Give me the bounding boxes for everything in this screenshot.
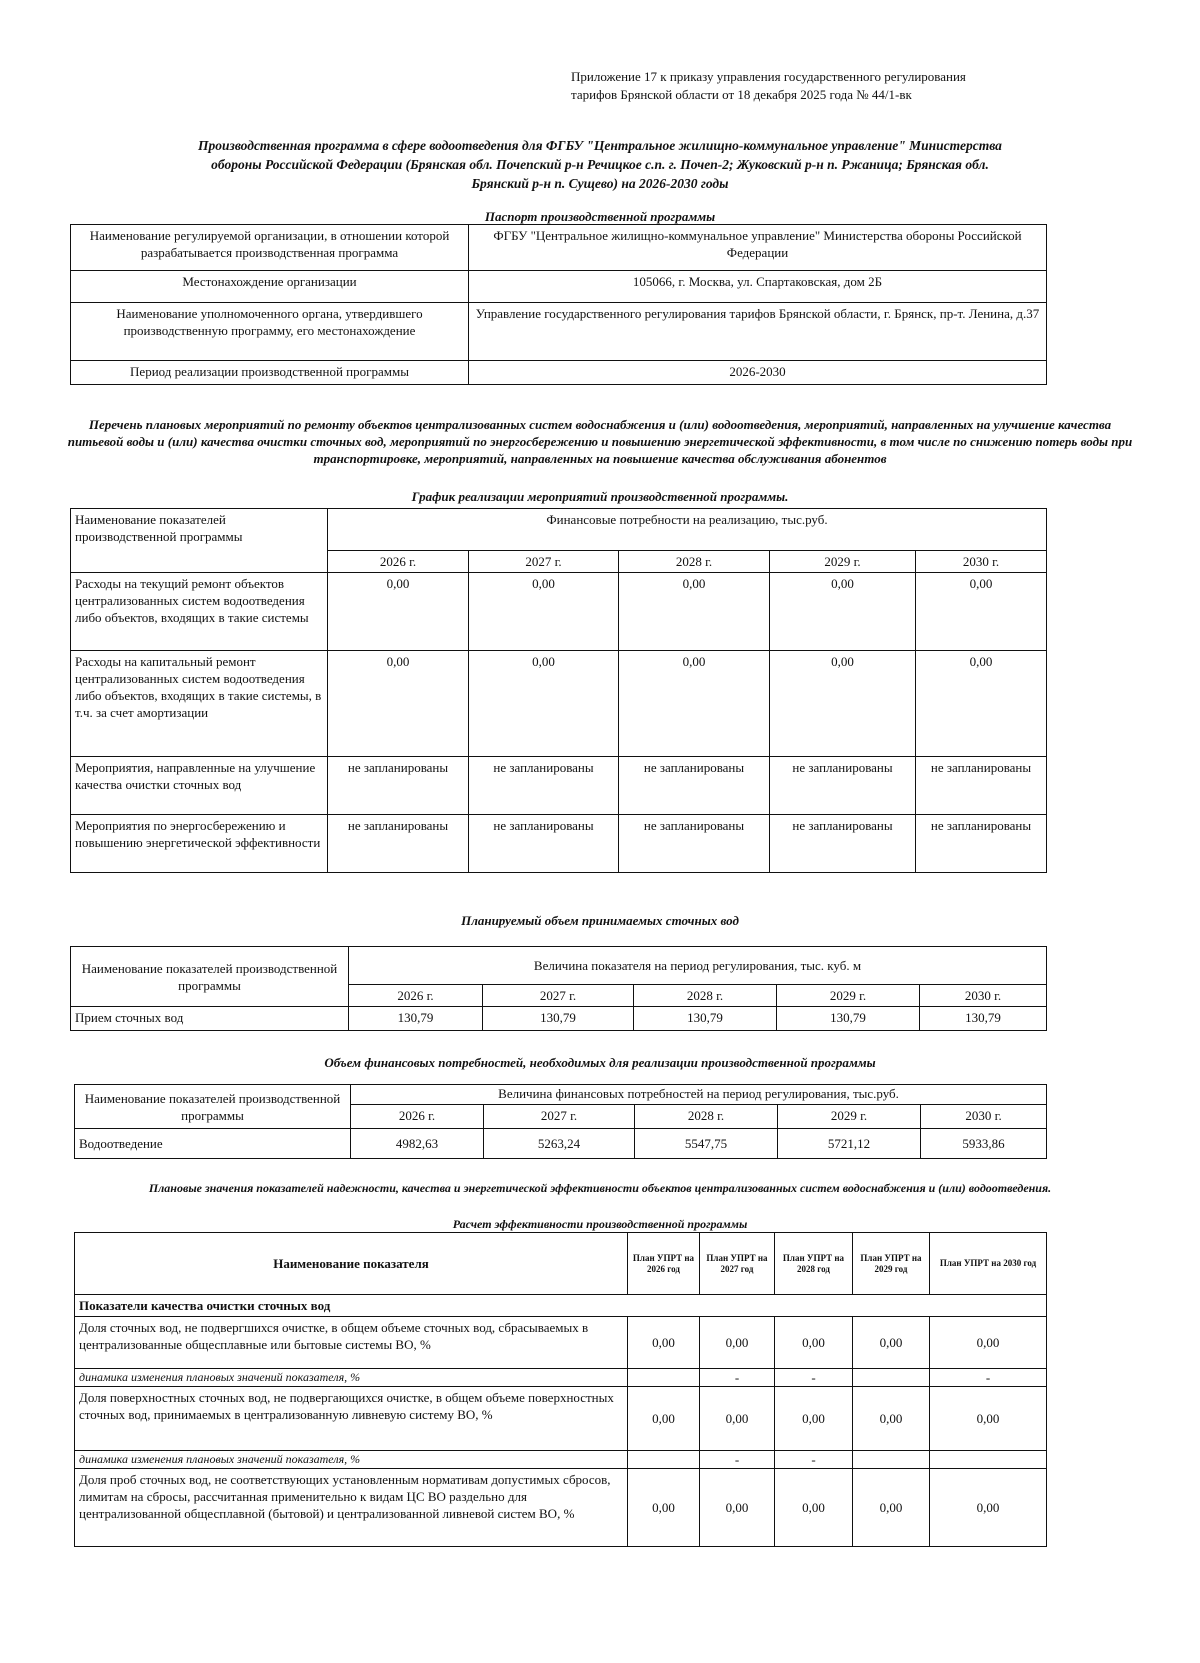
measures-cell: 0,00 xyxy=(916,651,1047,757)
volume-title: Планируемый объем принимаемых сточных вод xyxy=(461,913,739,928)
indicator-cell: 0,00 xyxy=(700,1387,775,1451)
indicator-cell: 0,00 xyxy=(930,1317,1047,1369)
measures-header-label: Наименование показателей производственной программы xyxy=(71,509,328,573)
indicator-dynamic-cell: - xyxy=(700,1369,775,1387)
measures-cell: не запланированы xyxy=(916,815,1047,873)
year-header: План УПРТ на 2028 год xyxy=(775,1233,853,1295)
volume-cell: 130,79 xyxy=(777,1007,920,1031)
measures-cell: 0,00 xyxy=(916,573,1047,651)
measures-cell: не запланированы xyxy=(770,757,916,815)
year-header: 2030 г. xyxy=(916,551,1047,573)
measures-cell: не запланированы xyxy=(916,757,1047,815)
volume-cell: 130,79 xyxy=(349,1007,483,1031)
finance-header-label: Наименование показателей производственной программы xyxy=(75,1085,351,1129)
finance-title: Объем финансовых потребностей, необходимых для реализации производственной программы xyxy=(324,1055,876,1070)
year-header: 2027 г. xyxy=(483,985,634,1007)
measures-header-row xyxy=(71,509,1047,551)
year-header: 2027 г. xyxy=(484,1105,635,1129)
volume-row xyxy=(71,1007,1047,1031)
measures-cell: не запланированы xyxy=(469,815,619,873)
indicators-header-label: Наименование показателя xyxy=(75,1233,628,1295)
finance-cell: 5721,12 xyxy=(778,1129,921,1159)
indicator-row xyxy=(75,1387,1047,1451)
volume-header-row xyxy=(71,947,1047,985)
indicator-dynamic-cell: - xyxy=(930,1369,1047,1387)
year-header: План УПРТ на 2029 год xyxy=(853,1233,930,1295)
measures-table xyxy=(70,508,1047,873)
passport-value: 105066, г. Москва, ул. Спартаковская, дом 2Б xyxy=(469,271,1047,303)
measures-row-label: Мероприятия, направленные на улучшение качества очистки сточных вод xyxy=(71,757,328,815)
passport-table xyxy=(70,224,1047,385)
indicator-cell: 0,00 xyxy=(700,1317,775,1369)
year-header: План УПРТ на 2027 год xyxy=(700,1233,775,1295)
indicator-label: Доля сточных вод, не подвергшихся очистке, в общем объеме сточных вод, сбрасываемых в централизованные общесплавные или бытовые системы ВО, % xyxy=(75,1317,628,1369)
volume-header-group: Величина показателя на период регулирования, тыс. куб. м xyxy=(349,947,1047,985)
passport-row xyxy=(71,361,1047,385)
measures-intro: Перечень плановых мероприятий по ремонту объектов централизованных систем водоснабжения и (или) водоотведения, мероприятий, направленных на улучшение качества питьевой воды и (или) качества очистки сточных вод, мероприятий по энергосбережению и повышению энергетической эффективности, в том числе по снижению потерь воды при транспортировке, мероприятий, направленных на повышение качества обслуживания абонентов xyxy=(67,417,1133,466)
annex-line-2: тарифов Брянской области от 18 декабря 2025 года № 44/1-вк xyxy=(571,87,912,102)
finance-cell: 5263,24 xyxy=(484,1129,635,1159)
measures-cell: не запланированы xyxy=(469,757,619,815)
year-header: 2030 г. xyxy=(920,985,1047,1007)
measures-row xyxy=(71,815,1047,873)
indicator-dynamic-cell: - xyxy=(700,1451,775,1469)
indicators-title: Расчет эффективности производственной программы xyxy=(452,1217,748,1231)
passport-value: 2026-2030 xyxy=(469,361,1047,385)
passport-row xyxy=(71,225,1047,271)
indicator-cell: 0,00 xyxy=(853,1317,930,1369)
indicator-dynamic-cell xyxy=(853,1451,930,1469)
measures-cell: не запланированы xyxy=(328,815,469,873)
passport-label: Наименование регулируемой организации, в отношении которой разрабатывается производственная программа xyxy=(71,225,469,271)
year-header: 2026 г. xyxy=(328,551,469,573)
indicator-cell: 0,00 xyxy=(775,1387,853,1451)
indicator-label: Доля проб сточных вод, не соответствующих установленным нормативам допустимых сбросов, лимитам на сбросы, рассчитанная применительно к видам ЦС ВО раздельно для централизованной общесплавной (бытовой) и централизованной ливневой систем ВО, % xyxy=(75,1469,628,1547)
indicator-dynamic-cell: - xyxy=(775,1369,853,1387)
title-line-2: обороны Российской Федерации (Брянская обл. Почепский р-н Речицкое с.п. г. Почеп-2; Жуковский р-н п. Ржаница; Брянская обл. xyxy=(211,157,989,172)
measures-row xyxy=(71,573,1047,651)
finance-row-label: Водоотведение xyxy=(75,1129,351,1159)
measures-header-group: Финансовые потребности на реализацию, тыс.руб. xyxy=(328,509,1047,551)
measures-cell: не запланированы xyxy=(328,757,469,815)
indicator-dynamic-label: динамика изменения плановых значений показателя, % xyxy=(75,1369,628,1387)
indicator-row xyxy=(75,1469,1047,1547)
annex-header xyxy=(571,68,1091,104)
measures-cell: 0,00 xyxy=(770,651,916,757)
passport-label: Местонахождение организации xyxy=(71,271,469,303)
indicator-cell: 0,00 xyxy=(628,1387,700,1451)
indicator-dynamic-cell xyxy=(853,1369,930,1387)
indicator-dynamic-cell xyxy=(628,1369,700,1387)
indicator-dynamic-row xyxy=(75,1451,1047,1469)
indicators-section-row xyxy=(75,1295,1047,1317)
year-header: План УПРТ на 2030 год xyxy=(930,1233,1047,1295)
indicator-cell: 0,00 xyxy=(628,1469,700,1547)
measures-row xyxy=(71,757,1047,815)
document-title xyxy=(80,136,1120,193)
indicator-cell: 0,00 xyxy=(853,1387,930,1451)
finance-row xyxy=(75,1129,1047,1159)
measures-cell: не запланированы xyxy=(619,757,770,815)
indicators-intro: Плановые значения показателей надежности, качества и энергетической эффективности объектов централизованных систем водоснабжения и (или) водоотведения. xyxy=(148,1181,1052,1195)
year-header: 2027 г. xyxy=(469,551,619,573)
volume-cell: 130,79 xyxy=(920,1007,1047,1031)
passport-row xyxy=(71,271,1047,303)
indicator-cell: 0,00 xyxy=(853,1469,930,1547)
measures-row-label: Расходы на капитальный ремонт централизованных систем водоотведения либо объектов, входящих в такие системы, в т.ч. за счет амортизации xyxy=(71,651,328,757)
year-header: 2029 г. xyxy=(777,985,920,1007)
title-line-3: Брянский р-н п. Сущево) на 2026-2030 годы xyxy=(471,176,729,191)
indicator-cell: 0,00 xyxy=(930,1469,1047,1547)
volume-header-label: Наименование показателей производственной программы xyxy=(71,947,349,1007)
measures-cell: 0,00 xyxy=(619,573,770,651)
year-header: План УПРТ на 2026 год xyxy=(628,1233,700,1295)
measures-cell: не запланированы xyxy=(770,815,916,873)
indicator-cell: 0,00 xyxy=(775,1469,853,1547)
measures-row-label: Мероприятия по энергосбережению и повышению энергетической эффективности xyxy=(71,815,328,873)
measures-cell: 0,00 xyxy=(469,573,619,651)
measures-cell: 0,00 xyxy=(328,651,469,757)
passport-value: ФГБУ "Центральное жилищно-коммунальное управление" Министерства обороны Российской Федерации xyxy=(469,225,1047,271)
finance-header-group: Величина финансовых потребностей на период регулирования, тыс.руб. xyxy=(351,1085,1047,1105)
passport-row xyxy=(71,303,1047,361)
year-header: 2026 г. xyxy=(349,985,483,1007)
indicator-label: Доля поверхностных сточных вод, не подвергающихся очистке, в общем объеме поверхностных сточных вод, принимаемых в централизованную ливневую систему ВО, % xyxy=(75,1387,628,1451)
annex-line-1: Приложение 17 к приказу управления государственного регулирования xyxy=(571,69,966,84)
measures-title: График реализации мероприятий производственной программы. xyxy=(411,489,789,504)
indicator-dynamic-cell: - xyxy=(775,1451,853,1469)
indicator-cell: 0,00 xyxy=(628,1317,700,1369)
finance-cell: 5547,75 xyxy=(635,1129,778,1159)
indicator-dynamic-row xyxy=(75,1369,1047,1387)
measures-cell: не запланированы xyxy=(619,815,770,873)
finance-cell: 5933,86 xyxy=(921,1129,1047,1159)
measures-cell: 0,00 xyxy=(469,651,619,757)
indicators-table xyxy=(74,1232,1047,1547)
passport-label: Период реализации производственной программы xyxy=(71,361,469,385)
year-header: 2030 г. xyxy=(921,1105,1047,1129)
year-header: 2028 г. xyxy=(619,551,770,573)
indicator-cell: 0,00 xyxy=(700,1469,775,1547)
volume-row-label: Прием сточных вод xyxy=(71,1007,349,1031)
year-header: 2029 г. xyxy=(778,1105,921,1129)
indicator-dynamic-cell xyxy=(930,1451,1047,1469)
year-header: 2028 г. xyxy=(634,985,777,1007)
indicator-row xyxy=(75,1317,1047,1369)
year-header: 2026 г. xyxy=(351,1105,484,1129)
measures-cell: 0,00 xyxy=(328,573,469,651)
indicators-section-label: Показатели качества очистки сточных вод xyxy=(75,1295,1047,1317)
finance-cell: 4982,63 xyxy=(351,1129,484,1159)
measures-cell: 0,00 xyxy=(619,651,770,757)
indicator-dynamic-cell xyxy=(628,1451,700,1469)
finance-header-row xyxy=(75,1085,1047,1105)
indicator-dynamic-label: динамика изменения плановых значений показателя, % xyxy=(75,1451,628,1469)
volume-cell: 130,79 xyxy=(634,1007,777,1031)
volume-cell: 130,79 xyxy=(483,1007,634,1031)
title-line-1: Производственная программа в сфере водоотведения для ФГБУ "Центральное жилищно-коммунальное управление" Министерства xyxy=(198,138,1002,153)
measures-row xyxy=(71,651,1047,757)
passport-label: Наименование уполномоченного органа, утвердившего производственную программу, его местонахождение xyxy=(71,303,469,361)
volume-table xyxy=(70,946,1047,1031)
finance-table xyxy=(74,1084,1047,1159)
indicators-header-row xyxy=(75,1233,1047,1295)
measures-row-label: Расходы на текущий ремонт объектов централизованных систем водоотведения либо объектов, входящих в такие системы xyxy=(71,573,328,651)
year-header: 2029 г. xyxy=(770,551,916,573)
indicator-cell: 0,00 xyxy=(775,1317,853,1369)
year-header: 2028 г. xyxy=(635,1105,778,1129)
passport-title: Паспорт производственной программы xyxy=(484,209,716,224)
measures-cell: 0,00 xyxy=(770,573,916,651)
indicator-cell: 0,00 xyxy=(930,1387,1047,1451)
passport-value: Управление государственного регулирования тарифов Брянской области, г. Брянск, пр-т. Ленина, д.37 xyxy=(469,303,1047,361)
